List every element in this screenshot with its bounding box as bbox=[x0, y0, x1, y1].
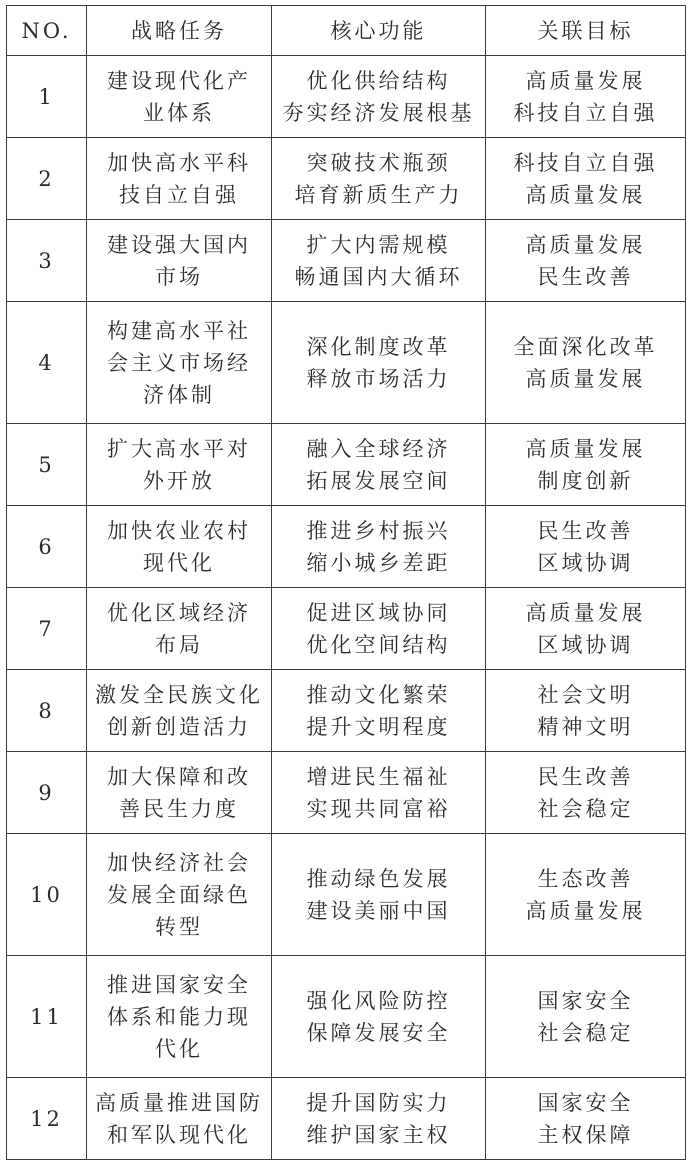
function-cell bbox=[272, 1078, 486, 1160]
function-cell-line: 促进区域协同 bbox=[306, 600, 451, 625]
task-cell-line: 建设强大国内 bbox=[107, 232, 251, 257]
table-row bbox=[7, 424, 686, 506]
task-cell-line: 善民生力度 bbox=[119, 796, 239, 821]
goal-cell-line: 社会稳定 bbox=[537, 796, 634, 821]
task-cell bbox=[87, 56, 272, 138]
row-number-cell: 9 bbox=[7, 752, 87, 834]
function-cell-line: 提升文明程度 bbox=[306, 714, 451, 739]
goal-cell-line: 生态改善 bbox=[537, 866, 634, 891]
goal-cell bbox=[486, 834, 686, 956]
table-row bbox=[7, 138, 686, 220]
goal-cell-line: 区域协调 bbox=[537, 550, 634, 575]
goal-cell-line: 科技自立自强 bbox=[513, 150, 658, 175]
task-cell-line: 转型 bbox=[155, 914, 203, 939]
task-cell-line: 建设现代化产 bbox=[107, 68, 251, 93]
goal-cell bbox=[486, 956, 686, 1078]
row-number-cell: 8 bbox=[7, 670, 87, 752]
row-number-cell: 10 bbox=[7, 834, 87, 956]
function-cell-line: 夯实经济发展根基 bbox=[282, 100, 475, 125]
function-cell-line: 提升国防实力 bbox=[306, 1090, 451, 1115]
goal-cell-line: 高质量发展 bbox=[525, 68, 646, 93]
goal-cell bbox=[486, 424, 686, 506]
table-header bbox=[7, 6, 686, 56]
goal-cell-line: 高质量发展 bbox=[525, 182, 646, 207]
function-cell bbox=[272, 424, 486, 506]
function-cell-line: 深化制度改革 bbox=[306, 334, 451, 359]
task-cell-line: 激发全民族文化 bbox=[95, 682, 263, 707]
function-cell-line: 融入全球经济 bbox=[306, 436, 451, 461]
task-cell-line: 济体制 bbox=[143, 382, 215, 407]
function-cell bbox=[272, 834, 486, 956]
function-cell bbox=[272, 56, 486, 138]
task-cell-line: 推进国家安全 bbox=[107, 972, 251, 997]
goal-cell bbox=[486, 752, 686, 834]
function-cell-line: 优化供给结构 bbox=[306, 68, 451, 93]
function-cell-line: 推进乡村振兴 bbox=[306, 518, 451, 543]
goal-cell-line: 高质量发展 bbox=[525, 436, 646, 461]
goal-cell-line: 高质量发展 bbox=[525, 600, 646, 625]
row-number-cell: 3 bbox=[7, 220, 87, 302]
table-row bbox=[7, 506, 686, 588]
function-cell-line: 强化风险防控 bbox=[306, 988, 451, 1013]
function-cell-line: 缩小城乡差距 bbox=[306, 550, 451, 575]
task-cell bbox=[87, 834, 272, 956]
table-row bbox=[7, 588, 686, 670]
goal-cell-line: 民生改善 bbox=[537, 764, 634, 789]
task-cell-line: 业体系 bbox=[143, 100, 215, 125]
function-cell-line: 保障发展安全 bbox=[306, 1020, 451, 1045]
goal-cell-line: 高质量发展 bbox=[525, 232, 646, 257]
function-cell bbox=[272, 752, 486, 834]
goal-cell-line: 区域协调 bbox=[537, 632, 634, 657]
goal-cell bbox=[486, 670, 686, 752]
row-number-cell: 6 bbox=[7, 506, 87, 588]
goal-cell-line: 科技自立自强 bbox=[513, 100, 658, 125]
goal-cell bbox=[486, 302, 686, 424]
goal-cell bbox=[486, 506, 686, 588]
function-cell-line: 拓展发展空间 bbox=[306, 468, 451, 493]
row-number-cell: 11 bbox=[7, 956, 87, 1078]
header-task: 战略任务 bbox=[87, 6, 272, 56]
task-cell-line: 现代化 bbox=[143, 550, 215, 575]
goal-cell-line: 民生改善 bbox=[537, 264, 634, 289]
goal-cell-line: 社会稳定 bbox=[537, 1020, 634, 1045]
function-cell-line: 突破技术瓶颈 bbox=[306, 150, 451, 175]
task-cell-line: 外开放 bbox=[143, 468, 215, 493]
task-cell bbox=[87, 1078, 272, 1160]
table-row bbox=[7, 220, 686, 302]
function-cell-line: 实现共同富裕 bbox=[306, 796, 451, 821]
task-cell bbox=[87, 956, 272, 1078]
goal-cell bbox=[486, 56, 686, 138]
table-row bbox=[7, 834, 686, 956]
task-cell-line: 和军队现代化 bbox=[107, 1122, 251, 1147]
function-cell bbox=[272, 506, 486, 588]
task-cell-line: 体系和能力现 bbox=[107, 1004, 251, 1029]
task-cell bbox=[87, 506, 272, 588]
goal-cell-line: 高质量发展 bbox=[525, 898, 646, 923]
task-cell bbox=[87, 138, 272, 220]
task-cell-line: 布局 bbox=[155, 632, 203, 657]
task-cell-line: 加快经济社会 bbox=[107, 850, 251, 875]
goal-cell-line: 精神文明 bbox=[537, 714, 634, 739]
task-cell-line: 加快高水平科 bbox=[107, 150, 251, 175]
task-cell-line: 创新创造活力 bbox=[107, 714, 251, 739]
table-row bbox=[7, 1078, 686, 1160]
function-cell bbox=[272, 220, 486, 302]
task-cell-line: 优化区域经济 bbox=[107, 600, 251, 625]
task-cell bbox=[87, 670, 272, 752]
goal-cell bbox=[486, 588, 686, 670]
header-row bbox=[7, 6, 686, 56]
task-cell-line: 加大保障和改 bbox=[107, 764, 251, 789]
row-number-cell: 2 bbox=[7, 138, 87, 220]
function-cell-line: 释放市场活力 bbox=[306, 366, 451, 391]
function-cell-line: 推动绿色发展 bbox=[306, 866, 451, 891]
goal-cell-line: 全面深化改革 bbox=[513, 334, 658, 359]
table-body bbox=[7, 56, 686, 1160]
task-cell-line: 加快农业农村 bbox=[107, 518, 251, 543]
task-cell-line: 代化 bbox=[155, 1036, 203, 1061]
function-cell-line: 推动文化繁荣 bbox=[306, 682, 451, 707]
task-cell bbox=[87, 424, 272, 506]
task-cell-line: 市场 bbox=[155, 264, 203, 289]
header-no: NO. bbox=[7, 6, 87, 56]
table-row bbox=[7, 752, 686, 834]
strategy-table bbox=[6, 5, 686, 1160]
goal-cell-line: 社会文明 bbox=[537, 682, 634, 707]
row-number-cell: 5 bbox=[7, 424, 87, 506]
task-cell-line: 技自立自强 bbox=[119, 182, 239, 207]
function-cell-line: 维护国家主权 bbox=[306, 1122, 451, 1147]
function-cell bbox=[272, 670, 486, 752]
task-cell-line: 会主义市场经 bbox=[107, 350, 251, 375]
row-number-cell: 7 bbox=[7, 588, 87, 670]
goal-cell-line: 制度创新 bbox=[537, 468, 634, 493]
task-cell bbox=[87, 588, 272, 670]
function-cell bbox=[272, 956, 486, 1078]
function-cell-line: 建设美丽中国 bbox=[306, 898, 451, 923]
table-row bbox=[7, 302, 686, 424]
table-row bbox=[7, 670, 686, 752]
function-cell-line: 畅通国内大循环 bbox=[294, 264, 463, 289]
goal-cell bbox=[486, 1078, 686, 1160]
goal-cell-line: 主权保障 bbox=[537, 1122, 634, 1147]
task-cell bbox=[87, 752, 272, 834]
task-cell-line: 发展全面绿色 bbox=[107, 882, 251, 907]
goal-cell-line: 民生改善 bbox=[537, 518, 634, 543]
row-number-cell: 12 bbox=[7, 1078, 87, 1160]
task-cell-line: 高质量推进国防 bbox=[95, 1090, 263, 1115]
task-cell-line: 扩大高水平对 bbox=[107, 436, 251, 461]
header-function: 核心功能 bbox=[272, 6, 486, 56]
task-cell bbox=[87, 220, 272, 302]
function-cell-line: 优化空间结构 bbox=[306, 632, 451, 657]
task-cell-line: 构建高水平社 bbox=[107, 318, 251, 343]
table-row bbox=[7, 56, 686, 138]
goal-cell bbox=[486, 220, 686, 302]
goal-cell-line: 国家安全 bbox=[537, 1090, 634, 1115]
goal-cell-line: 国家安全 bbox=[537, 988, 634, 1013]
function-cell-line: 增进民生福祉 bbox=[306, 764, 451, 789]
table-row bbox=[7, 956, 686, 1078]
function-cell-line: 扩大内需规模 bbox=[306, 232, 451, 257]
goal-cell-line: 高质量发展 bbox=[525, 366, 646, 391]
function-cell bbox=[272, 302, 486, 424]
goal-cell bbox=[486, 138, 686, 220]
task-cell bbox=[87, 302, 272, 424]
function-cell bbox=[272, 588, 486, 670]
function-cell bbox=[272, 138, 486, 220]
row-number-cell: 1 bbox=[7, 56, 87, 138]
row-number-cell: 4 bbox=[7, 302, 87, 424]
header-goal: 关联目标 bbox=[486, 6, 686, 56]
function-cell-line: 培育新质生产力 bbox=[294, 182, 463, 207]
